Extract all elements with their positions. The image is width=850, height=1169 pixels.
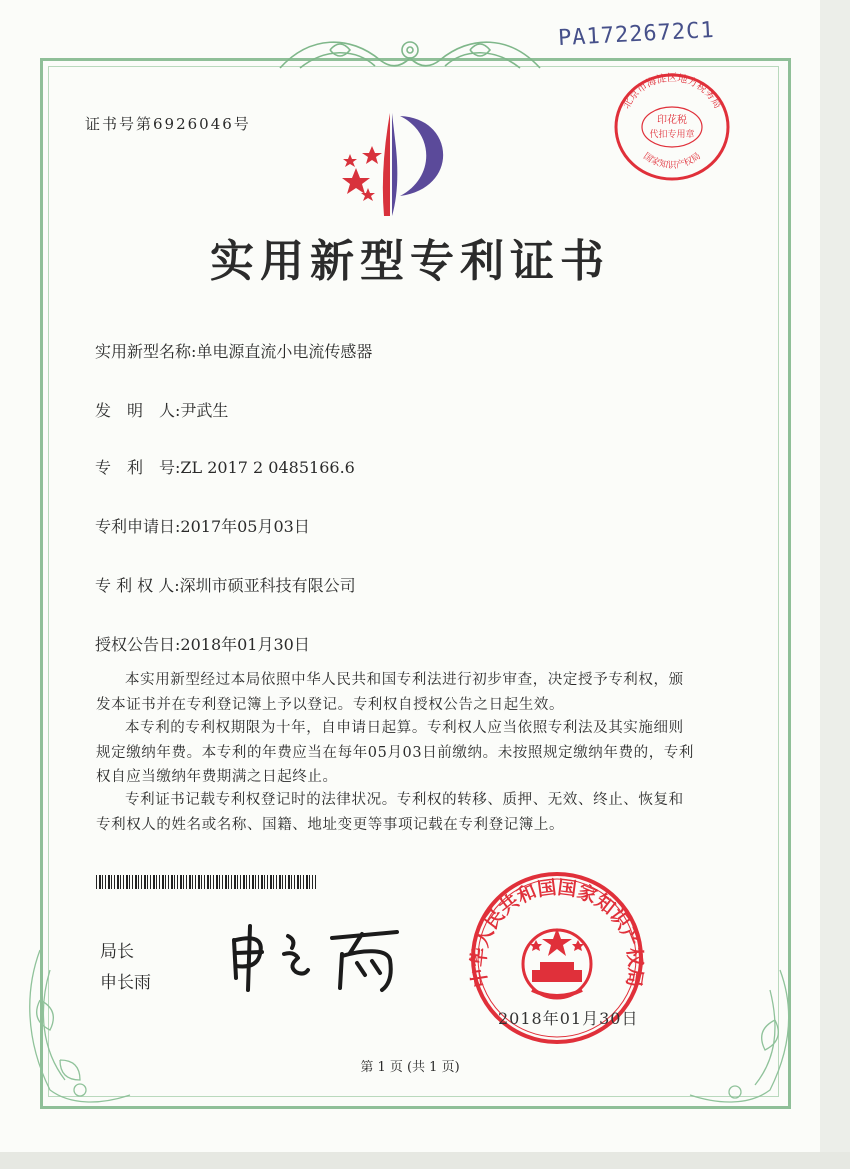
certificate-title: 实用新型专利证书 bbox=[210, 236, 610, 287]
scan-edge bbox=[820, 0, 850, 1169]
body-paragraph: 本实用新型经过本局依照中华人民共和国专利法进行初步审查，决定授予专利权，颁发本证书并在专利登记簿上予以登记。专利权自授权公告之日起生效。 bbox=[96, 672, 684, 713]
body-paragraph: 专利证书记载专利权登记时的法律状况。专利权的转移、质押、无效、终止、恢复和专利权人的姓名或名称、国籍、地址变更等事项记载在专利登记簿上。 bbox=[96, 792, 684, 833]
field-value: ZL 2017 2 0485166.6 bbox=[180, 458, 355, 477]
field-value: 深圳市硕亚科技有限公司 bbox=[179, 576, 356, 595]
scan-bottom-edge bbox=[0, 1152, 850, 1169]
barcode bbox=[96, 875, 316, 889]
field-label: 实用新型名称: bbox=[95, 342, 197, 361]
field-label: 专 利 号: bbox=[95, 458, 181, 477]
tax-seal-ring-text: 北京市海淀区地方税务局 bbox=[621, 73, 723, 111]
certificate-number: 证书号第6926046号 bbox=[85, 115, 251, 133]
field-label: 专利申请日: bbox=[95, 517, 181, 536]
field-patentee bbox=[95, 573, 356, 596]
tax-seal-line1: 印花税 bbox=[657, 115, 687, 126]
field-grant-date bbox=[95, 632, 310, 655]
field-value: 单电源直流小电流传感器 bbox=[196, 342, 373, 361]
seal-date: 2018年01月30日 bbox=[498, 1009, 639, 1028]
patent-office-logo-icon bbox=[330, 108, 470, 223]
field-patent-number bbox=[95, 455, 355, 478]
top-ornament-icon bbox=[270, 30, 550, 75]
seal-ring-text: 中华人民共和国国家知识产权局 bbox=[467, 876, 647, 989]
corner-ornament-icon bbox=[680, 960, 800, 1110]
handwritten-reference: PA1722672C1 bbox=[557, 17, 716, 52]
director-title: 局长 bbox=[100, 942, 134, 962]
field-utility-model-name bbox=[95, 339, 372, 362]
page-number: 第 1 页 (共 1 页) bbox=[360, 1060, 460, 1075]
field-application-date bbox=[95, 514, 310, 537]
corner-ornament-icon bbox=[20, 940, 140, 1110]
field-inventor bbox=[95, 398, 228, 421]
field-value: 2018年01月30日 bbox=[180, 635, 310, 654]
director-name: 申长雨 bbox=[100, 973, 151, 993]
field-label: 发 明 人: bbox=[95, 401, 181, 420]
field-label: 授权公告日: bbox=[95, 635, 181, 654]
field-label: 专 利 权 人: bbox=[95, 576, 180, 595]
tax-seal-bottom-text: 国家知识产权局 bbox=[641, 151, 703, 171]
director-signature bbox=[222, 918, 412, 993]
field-value: 尹武生 bbox=[180, 401, 229, 420]
national-emblem-icon bbox=[523, 928, 591, 998]
field-value: 2017年05月03日 bbox=[180, 517, 310, 536]
body-paragraph: 本专利的专利权期限为十年，自申请日起算。专利权人应当依照专利法及其实施细则规定缴纳年费。本专利的年费应当在每年05月03日前缴纳。未按照规定缴纳年费的，专利权自应当缴纳年费期满之日起终止。 bbox=[96, 720, 694, 785]
tax-seal-line2: 代扣专用章 bbox=[649, 130, 695, 140]
tax-seal bbox=[602, 67, 742, 185]
